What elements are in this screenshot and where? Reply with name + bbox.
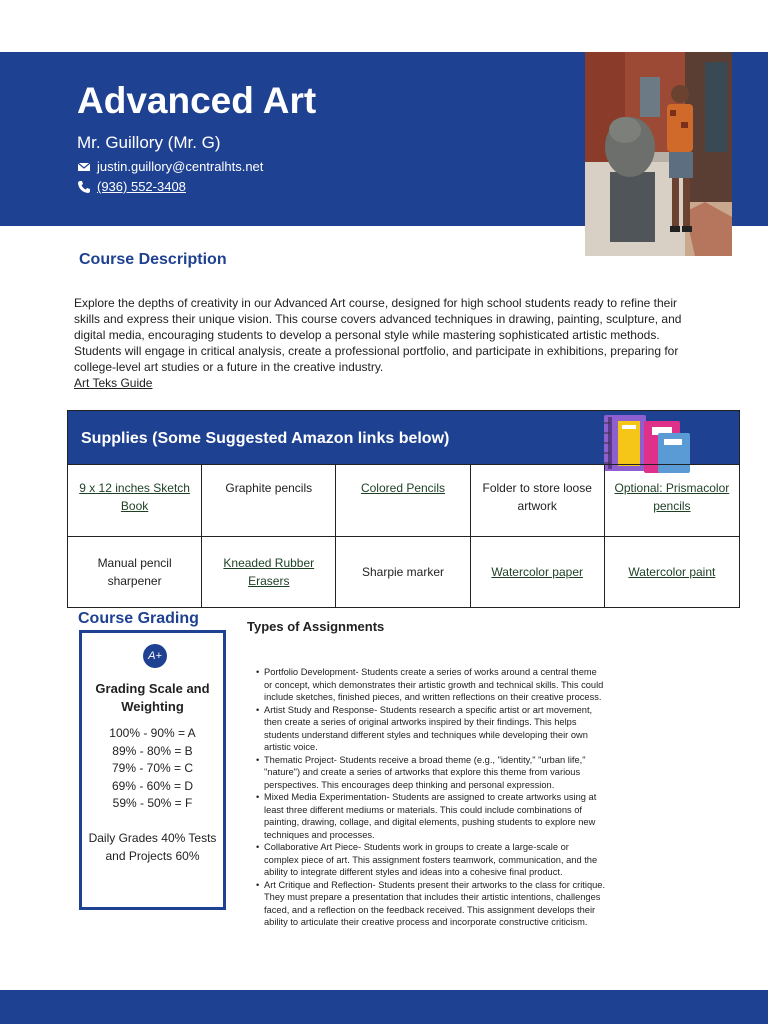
a-plus-icon: A+	[143, 644, 167, 668]
course-description-heading: Course Description	[79, 251, 227, 268]
footer-band	[0, 990, 768, 1024]
teacher-photo	[585, 52, 732, 256]
envelope-icon	[77, 160, 91, 174]
supplies-table	[67, 410, 740, 608]
grade-c: 79% - 70% = C	[111, 761, 194, 775]
supply-pencil-sharpener: Manual pencil sharpener	[68, 536, 202, 608]
grade-b: 89% - 80% = B	[112, 743, 193, 758]
grade-a: 100% - 90% = A	[109, 726, 196, 740]
page-title: Advanced Art	[77, 80, 317, 121]
supplies-grid	[68, 464, 739, 607]
teacher-name: Mr. Guillory (Mr. G)	[77, 133, 221, 152]
course-grading-heading: Course Grading	[78, 610, 199, 627]
assignments-list	[256, 666, 606, 929]
grade-f: 59% - 50% = F	[112, 796, 193, 810]
supply-sketch-book[interactable]: 9 x 12 inches Sketch Book	[68, 464, 202, 536]
assignments-heading: Types of Assignments	[247, 619, 385, 634]
course-description	[74, 295, 694, 391]
grading-box	[79, 630, 226, 910]
supply-watercolor-paper[interactable]: Watercolor paper	[471, 536, 605, 608]
supplies-title: Supplies (Some Suggested Amazon links below)	[81, 430, 450, 447]
supply-kneaded-erasers[interactable]: Kneaded Rubber Erasers	[202, 536, 336, 608]
grading-scale	[82, 725, 223, 813]
grade-d: 69% - 60% = D	[111, 778, 194, 793]
supply-folder: Folder to store loose artwork	[471, 464, 605, 536]
grading-scale-title: Grading Scale and Weighting	[95, 681, 210, 714]
supply-graphite-pencils: Graphite pencils	[202, 464, 336, 536]
phone-row	[77, 179, 186, 194]
email-text: justin.guillory@centralhts.net	[97, 159, 264, 174]
email-row	[77, 159, 263, 174]
list-item: • Collaborative Art Piece- Students work in groups to create a large-scale or complex piece of art. This assignment fosters teamwork, communication, and the ability to integrate different styles and ideas into a cohesive final product.	[256, 841, 606, 879]
phone-link[interactable]: (936) 552-3408	[97, 179, 186, 194]
supply-prismacolor-pencils[interactable]: Optional: Prismacolor pencils	[605, 464, 739, 536]
list-item: • Mixed Media Experimentation- Students are assigned to create artworks using at least three different mediums or materials. This could include combinations of painting, drawing, collage, and digital elements, pushing students to explore new techniques and processes.	[256, 791, 606, 841]
list-item: • Thematic Project- Students receive a broad theme (e.g., "identity," "urban life," "nature") and create a series of artworks that explore this theme from various perspectives. This encourages deep thinking and personal expression.	[256, 754, 606, 792]
phone-icon	[77, 180, 91, 194]
art-teks-guide-link[interactable]: Art Teks Guide	[74, 376, 153, 390]
list-item: • Artist Study and Response- Students research a specific artist or art movement, then create a series of original artworks inspired by their findings. This helps students understand different styles and techniques while developing their own artistic voice.	[256, 704, 606, 754]
course-description-body: Explore the depths of creativity in our Advanced Art course, designed for high school students ready to refine their skills and express their unique vision. This course covers advanced techniques in drawing, painting, sculpture, and digital media, encouraging students to develop a personal style while mastering sophisticated artistic methods. Students will engage in critical analysis, create a professional portfolio, and participate in exhibitions, preparing for college-level art studies or a future in the creative industry.	[74, 296, 682, 374]
list-item: • Art Critique and Reflection- Students present their artworks to the class for critique. They must prepare a presentation that includes their artistic intentions, challenges faced, and a reflection on the feedback received. This assignment develops their ability to articulate their creative process and incorporate constructive criticism.	[256, 879, 606, 929]
supply-colored-pencils[interactable]: Colored Pencils	[336, 464, 470, 536]
grade-weights: Daily Grades 40% Tests and Projects 60%	[88, 831, 217, 863]
supply-watercolor-paint[interactable]: Watercolor paint	[605, 536, 739, 608]
list-item: • Portfolio Development- Students create a series of works around a central theme or concept, which demonstrates their artistic growth and technical skills. This could include sketches, finished pieces, and written reflections on their creative process.	[256, 666, 606, 704]
supply-sharpie-marker: Sharpie marker	[336, 536, 470, 608]
